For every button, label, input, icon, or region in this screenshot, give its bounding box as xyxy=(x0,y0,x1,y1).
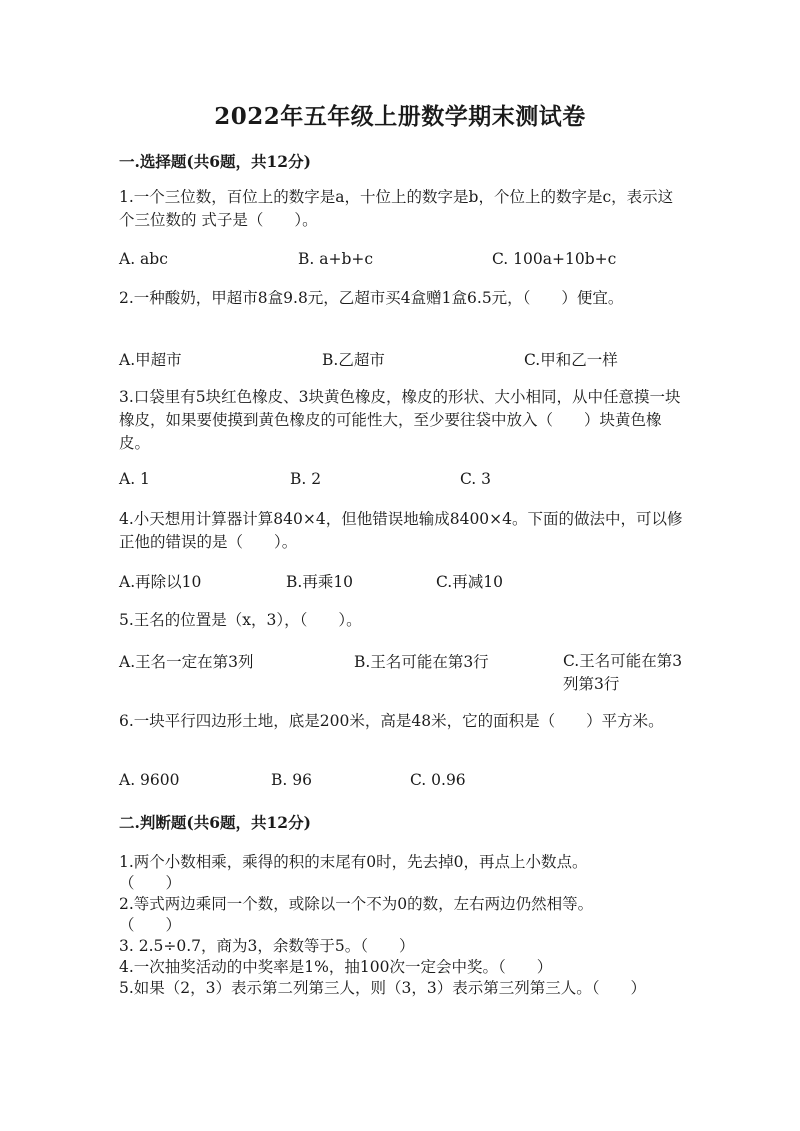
question-2-option-c: C.甲和乙一样 xyxy=(524,351,618,369)
judgment-5-text: 5.如果（2，3）表示第二列第三人，则（3，3）表示第三列第三人。（ ） xyxy=(119,979,646,997)
judgment-1-bracket: （ ） xyxy=(119,874,182,892)
question-5-stem: 5.王名的位置是（x，3），（ ）。 xyxy=(119,611,362,629)
section-heading-judgment: 二.判断题(共6题，共12分) xyxy=(119,813,311,832)
question-5-option-c: C.王名可能在第3列第3行 xyxy=(563,652,683,693)
question-6-option-a: A. 9600 xyxy=(119,771,180,789)
question-1-option-c: C. 100a+10b+c xyxy=(492,250,617,268)
question-6-option-c: C. 0.96 xyxy=(410,771,466,789)
question-6-stem: 6.一块平行四边形土地，底是200米，高是48米，它的面积是（ ）平方米。 xyxy=(119,712,664,730)
question-4-option-b: B.再乘10 xyxy=(286,573,354,591)
section-heading-choice: 一.选择题(共6题，共12分) xyxy=(119,152,311,171)
question-5-option-a: A.王名一定在第3列 xyxy=(119,653,254,671)
question-2-option-b: B.乙超市 xyxy=(322,351,385,369)
question-3-stem: 3.口袋里有5块红色橡皮、3块黄色橡皮，橡皮的形状、大小相同，从中任意摸一块橡皮，如果要使摸到黄色橡皮的可能性大，至少要往袋中放入（ ）块黄色橡皮。 xyxy=(119,388,681,452)
judgment-4-text: 4.一次抽奖活动的中奖率是1%，抽100次一定会中奖。（ ） xyxy=(119,958,553,976)
judgment-2-text: 2.等式两边乘同一个数，或除以一个不为0的数，左右两边仍然相等。 xyxy=(119,895,594,913)
question-2-option-a: A.甲超市 xyxy=(119,351,182,369)
question-2-stem: 2.一种酸奶，甲超市8盒9.8元，乙超市买4盒赠1盒6.5元，（ ）便宜。 xyxy=(119,289,624,307)
question-4-stem: 4.小天想用计算器计算840×4，但他错误地输成8400×4。下面的做法中，可以修正他的错误的是（ ）。 xyxy=(119,510,683,551)
question-1-option-b: B. a+b+c xyxy=(298,250,374,268)
question-6-option-b: B. 96 xyxy=(271,771,312,789)
question-1-option-a: A. abc xyxy=(119,250,168,268)
question-5-option-b: B.王名可能在第3行 xyxy=(354,653,489,671)
question-3-option-b: B. 2 xyxy=(290,470,322,488)
page-title: 2022年五年级上册数学期末测试卷 xyxy=(214,103,586,130)
question-4-option-c: C.再减10 xyxy=(436,573,503,591)
judgment-2-bracket: （ ） xyxy=(119,916,182,934)
question-3-option-a: A. 1 xyxy=(119,470,150,488)
judgment-3-text: 3. 2.5÷0.7，商为3，余数等于5。（ ） xyxy=(119,937,415,955)
judgment-1-text: 1.两个小数相乘，乘得的积的末尾有0时，先去掉0，再点上小数点。 xyxy=(119,853,588,871)
question-3-option-c: C. 3 xyxy=(460,470,492,488)
question-1-stem: 1.一个三位数，百位上的数字是a，十位上的数字是b，个位上的数字是c，表示这个三位数的 式子是（ ）。 xyxy=(119,188,674,229)
question-4-option-a: A.再除以10 xyxy=(119,573,202,591)
